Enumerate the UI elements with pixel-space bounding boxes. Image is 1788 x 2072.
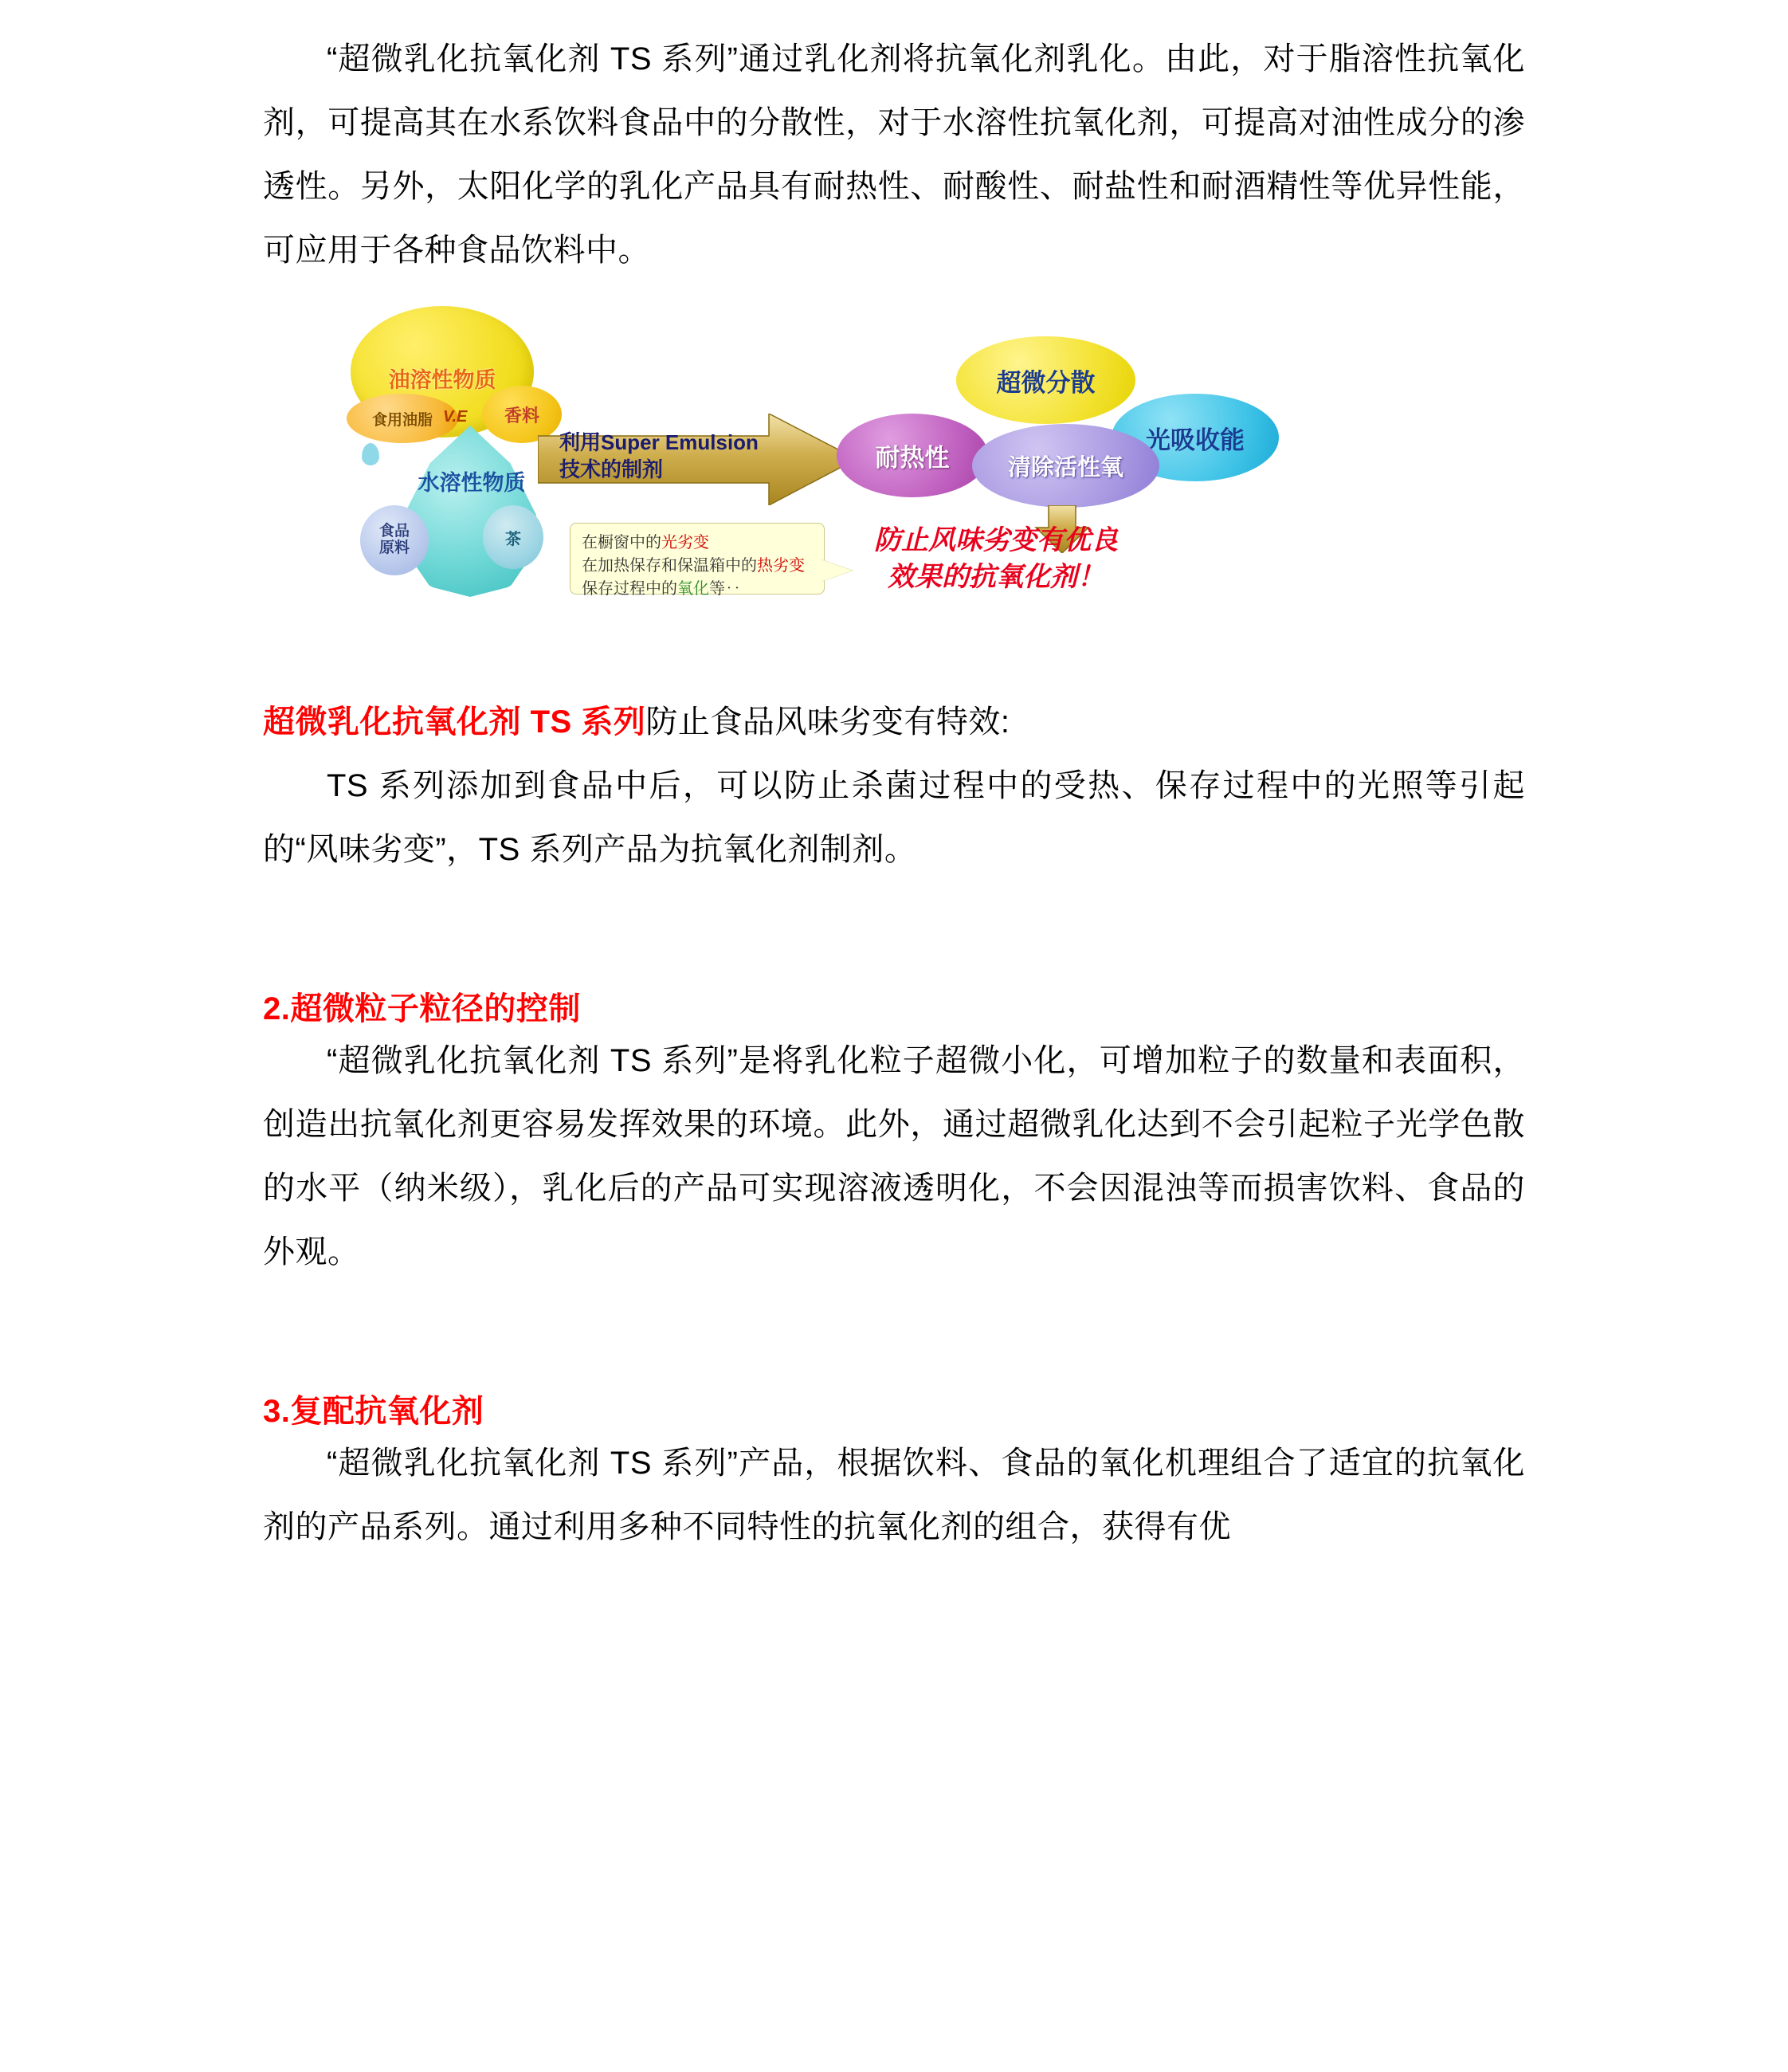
- callout-line-2: 在加热保存和保温箱中的热劣变: [582, 557, 805, 575]
- tea-blob: [483, 505, 543, 569]
- emulsion-diagram: [343, 306, 1378, 625]
- paragraph-3: “超微乳化抗氧化剂 TS 系列”是将乳化粒子超微小化，可增加粒子的数量和表面积，创造出抗氧化剂更容易发挥效果的环境。此外，通过超微乳化达到不会引起粒子光学色散的水平（纳米级），乳化后的产品可实现溶液透明化，不会因混浊等而损害饮料、食品的外观。: [263, 1043, 1525, 1269]
- arrow-text: 利用Super Emulsion 技术的制剂: [559, 430, 759, 481]
- tiny-water-drop-icon: [362, 443, 379, 465]
- scavenge-ros-label: 清除活性氧: [1007, 455, 1123, 481]
- caption-line: [263, 690, 1525, 754]
- figure-slogan: 防止风味劣变有优良效果的抗氧化剂！: [874, 525, 1118, 592]
- degradation-callout: [570, 523, 825, 598]
- paragraph-4: “超微乳化抗氧化剂 TS 系列”产品，根据饮料、食品的氧化机理组合了适宜的抗氧化剂的产品系列。通过利用多种不同特性的抗氧化剂的组合，获得有优: [263, 1446, 1525, 1544]
- light-absorption-label: 光吸收能: [1146, 426, 1245, 454]
- callout-line-3: 保存过程中的氧化等‥: [582, 580, 741, 598]
- callout-line-1: 在橱窗中的光劣变: [582, 534, 709, 551]
- ultra-dispersion-blob: [956, 336, 1135, 424]
- paragraph-1: “超微乳化抗氧化剂 TS 系列”通过乳化剂将抗氧化剂乳化。由此，对于脂溶性抗氧化剂，可提高其在水系饮料食品中的分散性，对于水溶性抗氧化剂，可提高对油性成分的渗透性。另外，太阳化学的乳化产品具有耐热性、耐酸性、耐盐性和耐酒精性等优异性能，可应用于各种食品饮料中。: [263, 41, 1525, 268]
- heading-2: 2.超微粒子粒径的控制: [263, 991, 581, 1026]
- food-material-label: 食品 原料: [378, 523, 410, 556]
- water-soluble-label: 水溶性物质: [418, 471, 526, 495]
- spice-label: 香料: [504, 405, 539, 426]
- paragraph-2: TS 系列添加到食品中后，可以防止杀菌过程中的受热、保存过程中的光照等引起的“风味劣变”，TS 系列产品为抗氧化剂制剂。: [263, 768, 1525, 867]
- caption-rest: 防止食品风味劣变有特效:: [645, 704, 1010, 740]
- heat-resistance-label: 耐热性: [875, 444, 950, 472]
- edible-oil-label: 食用油脂: [371, 411, 433, 429]
- edible-oil-blob: [347, 394, 458, 443]
- oil-soluble-label: 油溶性物质: [388, 368, 496, 392]
- caption-highlight: 超微乳化抗氧化剂 TS 系列: [263, 704, 646, 740]
- food-material-blob: [360, 505, 429, 575]
- scavenge-ros-blob: [972, 424, 1159, 508]
- heading-3: 3.复配抗氧化剂: [263, 1394, 484, 1429]
- callout-tail: [821, 559, 853, 582]
- ve-label: V.E: [443, 408, 468, 426]
- tea-label: 茶: [505, 530, 521, 548]
- heat-resistance-blob: [837, 414, 988, 497]
- ultra-dispersion-label: 超微分散: [996, 368, 1096, 397]
